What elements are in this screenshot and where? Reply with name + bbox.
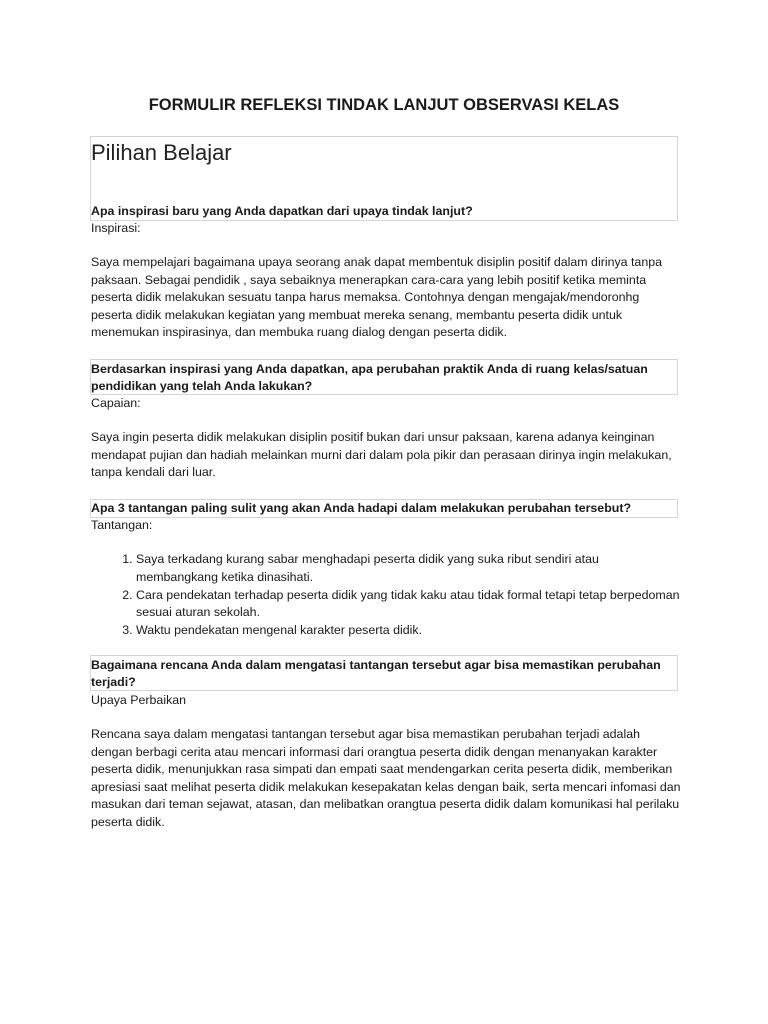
question-upaya: Bagaimana rencana Anda dalam mengatasi tantangan tersebut agar bisa memastikan perubahan terjadi? bbox=[91, 658, 661, 689]
list-item: 1. Saya terkadang kurang sabar menghadapi peserta didik yang suka ribut sendiri atau membangkang ketika dinasihati. bbox=[136, 551, 681, 587]
question-tantangan: Apa 3 tantangan paling sulit yang akan Anda hadapi dalam melakukan perubahan tersebut? bbox=[91, 501, 632, 515]
list-item: 3. Waktu pendekatan mengenal karakter peserta didik. bbox=[136, 622, 681, 640]
answer-inspirasi: Saya mempelajari bagaimana upaya seorang anak dapat membentuk disiplin positif dalam dirinya tanpa paksaan. Sebagai pendidik , saya sebaiknya menerapkan cara-cara yang lebih positif ketika meminta peserta didik melakukan sesuatu tanpa harus memaksa. Contohnya dengan mengajak/mendoronhg peserta didik melakukan kegiatan yang membuat mereka senang, membantu peserta didik untuk menemukan inspirasinya, dan membuka ruang dialog dengan peserta didik. bbox=[91, 255, 662, 339]
label-capaian: Capaian: bbox=[91, 396, 141, 410]
list-item: 2. Cara pendekatan terhadap peserta didik yang tidak kaku atau tidak formal tetapi tetap berpedoman sesuai aturan sekolah. bbox=[136, 587, 681, 623]
challenges-list bbox=[91, 551, 681, 640]
answer-capaian: Saya ingin peserta didik melakukan disiplin positif bukan dari unsur paksaan, karena adanya keinginan mendapat pujian dan hadiah melainkan murni dari dalam pola pikir dan perasaan dirinya ingin melakukan, tanpa kendali dari luar. bbox=[91, 430, 672, 479]
question-inspirasi: Apa inspirasi baru yang Anda dapatkan dari upaya tindak lanjut? bbox=[91, 204, 473, 218]
label-upaya: Upaya Perbaikan bbox=[91, 693, 187, 707]
section-title: Pilihan Belajar bbox=[91, 140, 232, 165]
question-capaian: Berdasarkan inspirasi yang Anda dapatkan, apa perubahan praktik Anda di ruang kelas/satuan pendidikan yang telah Anda lakukan? bbox=[91, 362, 648, 393]
label-tantangan: Tantangan: bbox=[91, 518, 153, 532]
answer-upaya: Rencana saya dalam mengatasi tantangan tersebut agar bisa memastikan perubahan terjadi adalah dengan berbagi cerita atau mencari informasi dari orangtua peserta didik dengan menanyakan karakter peserta didik, menunjukkan rasa simpati dan empati saat mendengarkan cerita peserta didik, memberikan apresiasi saat melihat peserta didik melakukan kesepakatan kelas dengan baik, serta mencari infomasi dan masukan dari teman sejawat, atasan, dan melibatkan orangtua peserta didik dalam komunikasi hal perilaku peserta didik. bbox=[91, 727, 681, 829]
document-title: FORMULIR REFLEKSI TINDAK LANJUT OBSERVASI KELAS bbox=[148, 96, 620, 114]
label-inspirasi: Inspirasi: bbox=[91, 221, 141, 235]
